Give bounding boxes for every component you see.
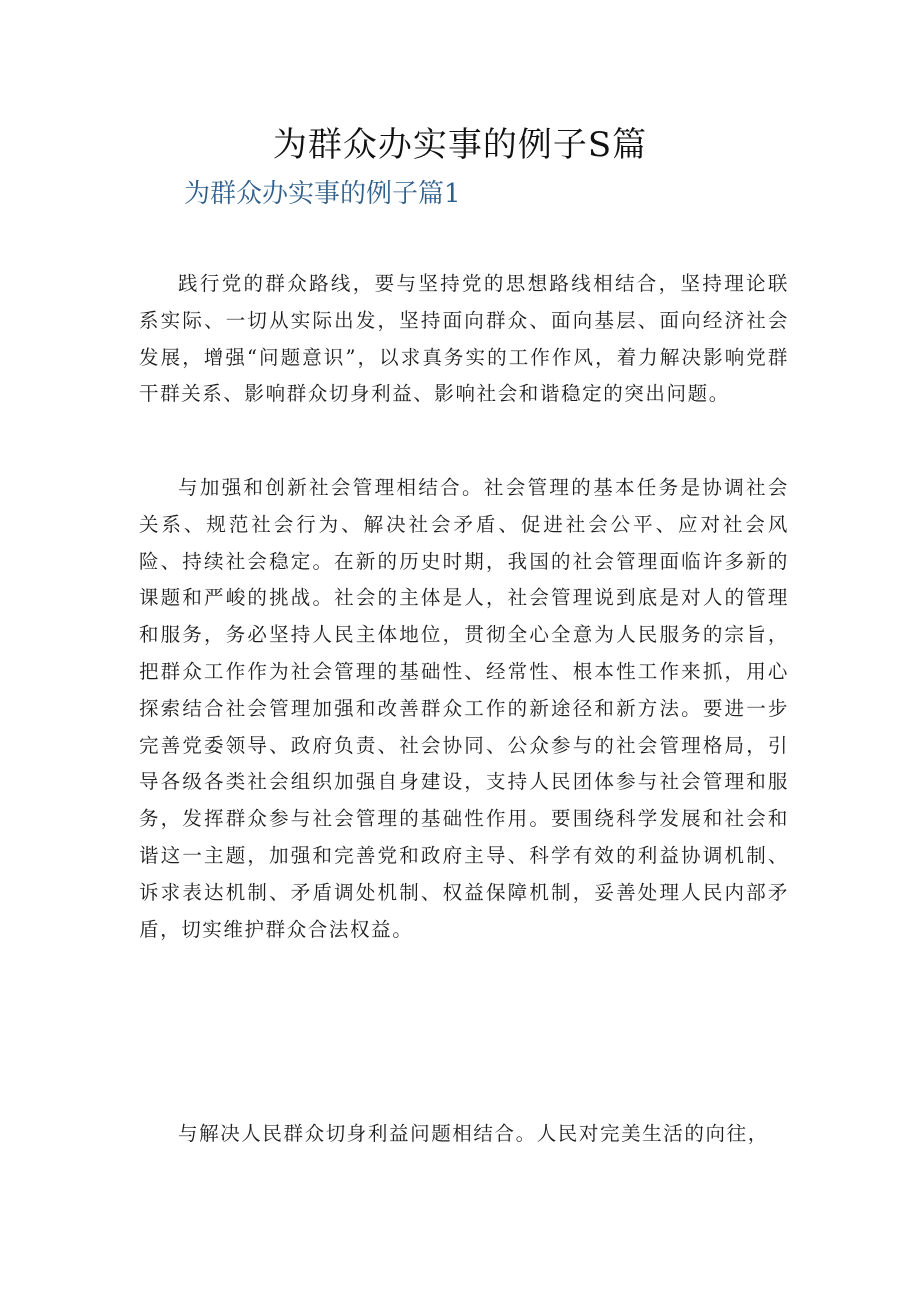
body-paragraph-3: 与解决人民群众切身利益问题相结合。人民对完美生活的向往， bbox=[178, 1122, 769, 1145]
document-title: 为群众办实事的例子S篇 bbox=[272, 125, 648, 165]
body-paragraph-1: 践行党的群众路线，要与坚持党的思想路线相结合，坚持理论联系实际、一切从实际出发，坚持面向群众、面向基层、面向经济社会发展，增强“问题意识”，以求真务实的工作作风，着力解决影响党群干群关系、影响群众切身利益、影响社会和谐稳定的突出问题。 bbox=[139, 272, 789, 406]
section-heading: 为群众办实事的例子篇1 bbox=[184, 179, 461, 209]
body-paragraph-2: 与加强和创新社会管理相结合。社会管理的基本任务是协调社会关系、规范社会行为、解决社会矛盾、促进社会公平、应对社会风险、持续社会稳定。在新的历史时期，我国的社会管理面临许多新的课题和严峻的挑战。社会的主体是人，社会管理说到底是对人的管理和服务，务必坚持人民主体地位，贯彻全心全意为人民服务的宗旨，把群众工作作为社会管理的基础性、经常性、根本性工作来抓，用心探索结合社会管理加强和改善群众工作的新途径和新方法。要进一步完善党委领导、政府负责、社会协同、公众参与的社会管理格局，引导各级各类社会组织加强自身建设，支持人民团体参与社会管理和服务，发挥群众参与社会管理的基础性作用。要围绕科学发展和社会和谐这一主题，加强和完善党和政府主导、科学有效的利益协调机制、诉求表达机制、矛盾调处机制、权益保障机制，妥善处理人民内部矛盾，切实维护群众合法权益。 bbox=[139, 476, 789, 941]
